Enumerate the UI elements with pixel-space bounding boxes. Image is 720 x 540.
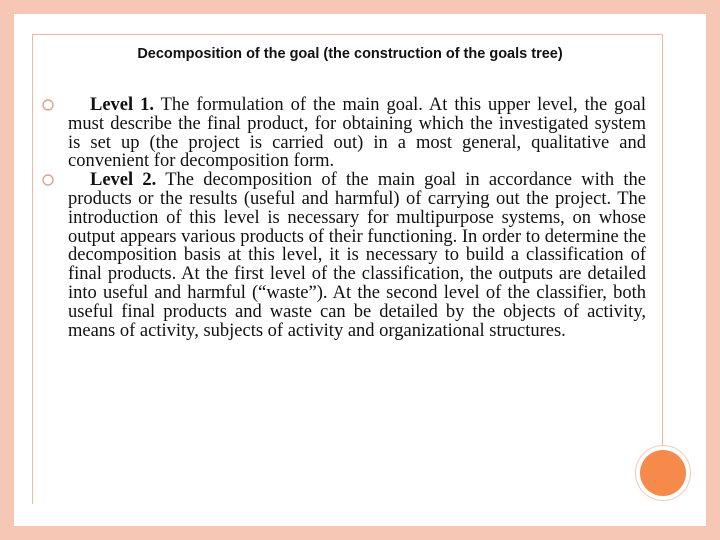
frame-right xyxy=(706,0,720,540)
circle-bullet-icon xyxy=(40,172,56,188)
bullet-text: The decomposition of the main goal in accordance with the products or the results (useful and harmful) of carrying out the project. The introduction of this level is necessary for multipurpose systems, on whose output appears various products of their functioning. In order to determine the decomposition basis at this level, it is necessary to build a classification of final products. At the first level of the classification, the outputs are detailed into useful and harmful (“waste”). At the second level of the classifier, both useful final products and waste can be detailed by the objects of activity, means of activity, subjects of activity and organizational structures. xyxy=(68,170,646,341)
slide-title: Decomposition of the goal (the construction of the goals tree) xyxy=(137,46,563,62)
bullet-lead: Level 1. xyxy=(90,95,154,115)
inner-rule-top xyxy=(32,34,663,35)
bullet-level-2 xyxy=(40,171,646,340)
frame-top xyxy=(0,0,720,14)
frame-left xyxy=(0,0,14,540)
decorative-circle xyxy=(640,450,686,496)
bullet-level-1 xyxy=(40,96,646,171)
circle-bullet-icon xyxy=(40,97,56,113)
inner-rule-left xyxy=(32,34,33,504)
frame-bottom xyxy=(0,526,720,540)
inner-rule-right xyxy=(662,34,663,454)
bullet-lead: Level 2. xyxy=(90,170,157,191)
bullet-text: The formulation of the main goal. At this upper level, the goal must describe the final product, for obtaining which the investigated system is set up (the project is carried out) in a most general, qualitative and convenient for decomposition form. xyxy=(68,95,647,172)
slide-content xyxy=(40,96,646,340)
